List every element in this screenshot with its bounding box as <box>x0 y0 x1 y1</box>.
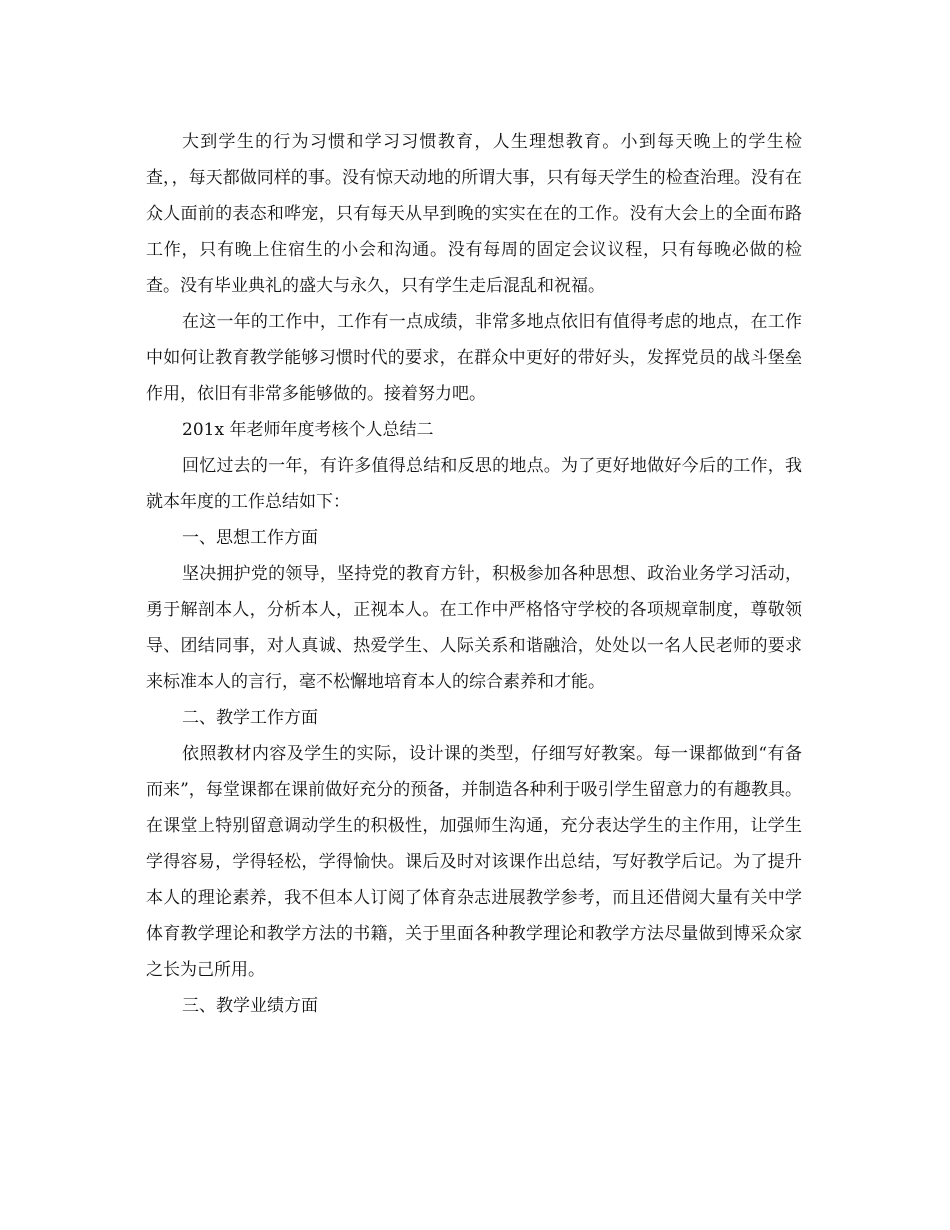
heading-ideology-work: 一、思想工作方面 <box>182 528 318 548</box>
paragraph-introduction: 回忆过去的一年，有许多值得总结和反思的地点。为了更好地做好今后的工作，我就本年度的工作总结如下： <box>146 456 802 512</box>
heading-teaching-work: 二、教学工作方面 <box>182 708 318 728</box>
heading-teaching-results: 三、教学业绩方面 <box>182 996 318 1016</box>
document-body <box>146 124 802 1024</box>
paragraph-ideology-work: 坚决拥护党的领导，坚持党的教育方针，积极参加各种思想、政治业务学习活动，勇于解剖本人，分析本人，正视本人。在工作中严格恪守学校的各项规章制度，尊敬领导、团结同事，对人真诚、热爱学生、人际关系和谐融洽，处处以一名人民老师的要求来标准本人的言行，毫不松懈地培育本人的综合素养和才能。 <box>146 564 802 692</box>
paragraph-daily-work: 大到学生的行为习惯和学习习惯教育，人生理想教育。小到每天晚上的学生检查，，每天都做同样的事。没有惊天动地的所谓大事，只有每天学生的检查治理。没有在众人面前的表态和哗宠，只有每天从早到晚的实实在在的工作。没有大会上的全面布路工作，只有晚上住宿生的小会和沟通。没有每周的固定会议议程，只有每晚必做的检查。没有毕业典礼的盛大与永久，只有学生走后混乱和祝福。 <box>146 132 802 296</box>
section-title-summary-two: 201x 年老师年度考核个人总结二 <box>182 420 434 440</box>
paragraph-reflection: 在这一年的工作中，工作有一点成绩，非常多地点依旧有值得考虑的地点，在工作中如何让教育教学能够习惯时代的要求，在群众中更好的带好头，发挥党员的战斗堡垒作用，依旧有非常多能够做的。接着努力吧。 <box>146 312 802 404</box>
paragraph-teaching-work: 依照教材内容及学生的实际，设计课的类型，仔细写好教案。每一课都做到“有备而来”，每堂课都在课前做好充分的预备，并制造各种利于吸引学生留意力的有趣教具。在课堂上特别留意调动学生的积极性，加强师生沟通，充分表达学生的主作用，让学生学得容易，学得轻松，学得愉快。课后及时对该课作出总结，写好教学后记。为了提升本人的理论素养，我不但本人订阅了体育杂志进展教学参考，而且还借阅大量有关中学体育教学理论和教学方法的书籍，关于里面各种教学理论和教学方法尽量做到博采众家之长为己所用。 <box>146 744 802 980</box>
